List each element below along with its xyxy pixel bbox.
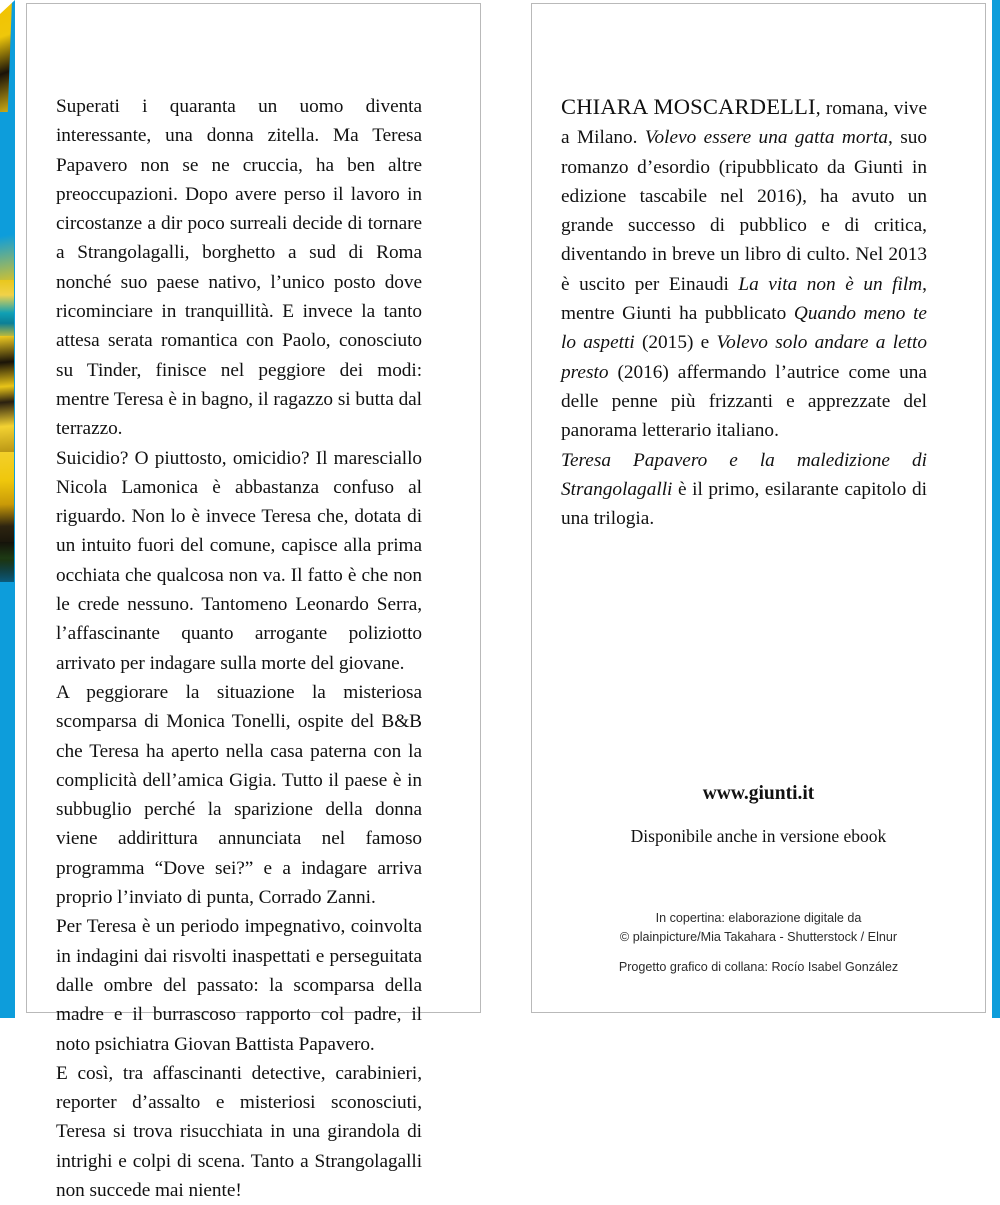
back-cover-page	[26, 3, 481, 1201]
author-info-page	[531, 3, 986, 1013]
cover-art-fragment-1	[0, 0, 12, 120]
author-bio-paragraph	[561, 92, 927, 446]
cover-edge-artwork	[0, 0, 15, 600]
blurb-paragraph: Suicidio? O piuttosto, omicidio? Il maresciallo Nicola Lamonica è abbastanza confuso al riguardo. Non lo è invece Teresa che, dotata di un intuito fuori del comune, capisce alla prima occhiata che qualcosa non va. Il fatto è che non le crede nessuno. Tantomeno Leonardo Serra, l’affascinante quanto arrogante poliziotto arrivato per indagare sulla morte del giovane.	[56, 447, 422, 674]
trilogy-note-rich: Teresa Papavero e la maledizione di Strangolagalli è il primo, esilarante capitolo di una trilogia.	[561, 449, 927, 530]
book-cover-edge-strip-right	[992, 0, 1000, 1018]
credits-spacer	[532, 947, 985, 958]
author-name: CHIARA MOSCARDELLI	[561, 94, 816, 119]
ebook-availability-note: Disponibile anche in versione ebook	[630, 826, 887, 846]
cover-art-fade	[0, 560, 15, 600]
blurb-paragraph: Per Teresa è un periodo impegnativo, coinvolta in indagini dai risvolti inaspettati e perseguitata dalle ombre del passato: la scomparsa della madre e il burrascoso rapporto col padre, il noto psichiatra Giovan Battista Papavero.	[56, 916, 422, 1055]
cover-credit-line-1: In copertina: elaborazione digitale da	[655, 911, 862, 925]
blurb-paragraph: E così, tra affascinanti detective, carabinieri, reporter d’assalto e misteriosi sconosciuti, Teresa si trova risucchiata in una girandola di intrighi e colpi di scena. Tanto a Strangolagalli non succede mai niente!	[56, 1062, 422, 1201]
cover-art-fragment-3	[0, 280, 14, 340]
cover-art-fragment-2	[0, 112, 14, 287]
blurb-paragraph: Superati i quaranta un uomo diventa interessante, una donna zitella. Ma Teresa Papavero non se ne cruccia, ha ben altre preoccupazioni. Dopo avere perso il lavoro in circostanze a dir poco surreali decide di tornare a Strangolagalli, borghetto a sud di Roma nonché suo paese nativo, l’unico posto dove ricominciare in tranquillità. E invece la tanto attesa serata romantica con Paolo, conosciuto su Tinder, finisce nel peggiore dei modi: mentre Teresa è in bagno, il ragazzo si butta dal terrazzo.	[56, 96, 422, 440]
cover-art-fragment-5	[0, 452, 14, 547]
author-bio	[561, 92, 927, 533]
back-cover-blurb	[56, 92, 422, 1205]
cover-credit-line-2: © plainpicture/Mia Takahara - Shutterstock / Elnur	[619, 930, 898, 944]
author-trilogy-paragraph	[561, 446, 927, 534]
book-cover-edge-strip-left	[0, 0, 15, 1018]
publisher-website[interactable]: www.giunti.it	[702, 783, 815, 804]
design-credit-line: Progetto grafico di collana: Rocío Isabel González	[618, 960, 899, 974]
credits-block	[532, 909, 985, 977]
author-bio-rich: , romana, vive a Milano. Volevo essere una gatta morta, suo romanzo d’esordio (ripubblicato da Giunti in edizione tascabile nel 2016), ha avuto un grande successo di pubblico e di critica, diventando in breve un libro di culto. Nel 2013 è uscito per Einaudi La vita non è un film, mentre Giunti ha pubblicato Quando meno te lo aspetti (2015) e Volevo solo andare a letto presto (2016) affermando l’autrice come una delle penne più frizzanti e apprezzate del panorama letterario italiano.	[561, 98, 927, 442]
cover-art-fragment-4	[0, 336, 14, 456]
blurb-paragraph: A peggiorare la situazione la misteriosa scomparsa di Monica Tonelli, ospite del B&B che Teresa ha aperto nella casa paterna con la complicità dell’amica Gigia. Tutto il paese è in subbuglio perché la sparizione della donna viene addirittura annunciata nel famoso programma “Dove sei?” e a indagare arriva proprio l’inviato di punta, Corrado Zanni.	[56, 681, 422, 909]
